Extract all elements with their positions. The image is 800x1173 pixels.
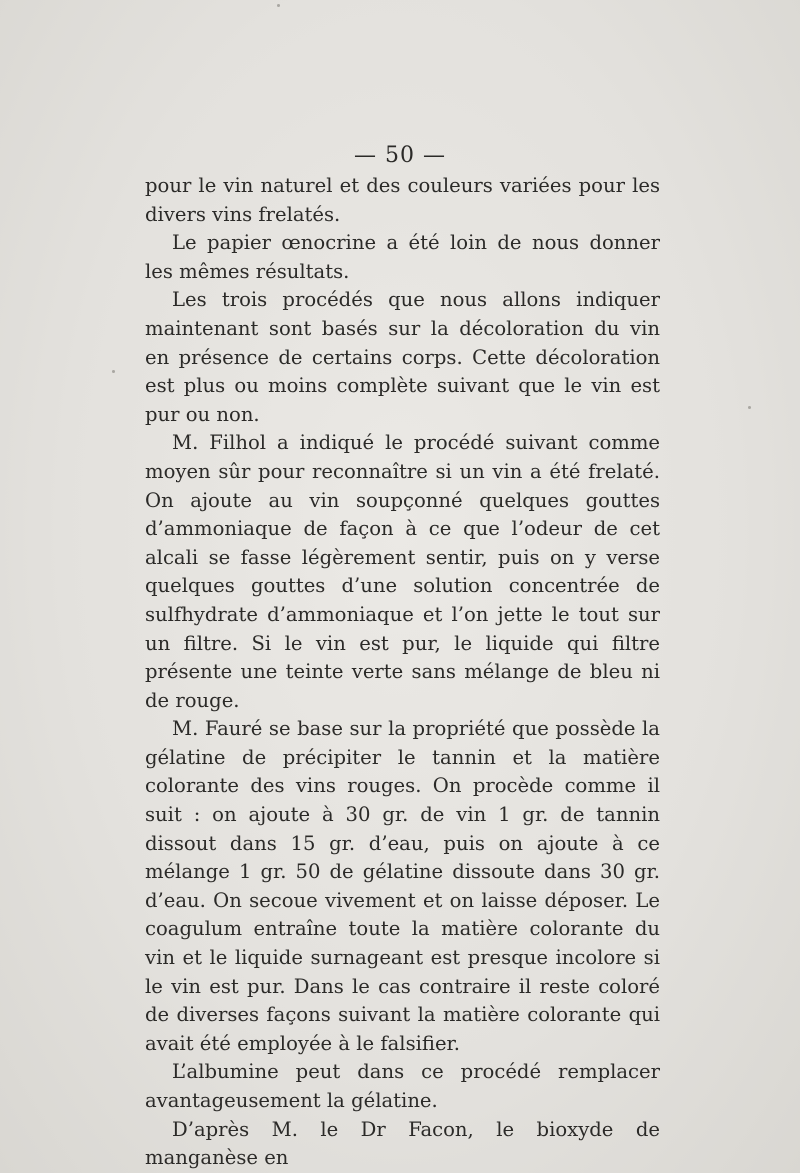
page-speck [748,406,751,409]
paragraph: pour le vin naturel et des couleurs variées pour les divers vins frelatés. [145,174,660,226]
paragraph: M. Filhol a indiqué le procédé suivant comme moyen sûr pour reconnaître si un vin a été frelaté. On ajoute au vin soupçonné quelques gouttes d’ammoniaque de façon à ce que l’odeur de cet alcali se fasse légèrement sentir, puis on y verse quelques gouttes d’une solution concentrée de sulfhydrate d’ammoniaque et l’on jette le tout sur un filtre. Si le vin est pur, le liquide qui filtre présente une teinte verte sans mélange de bleu ni de rouge. [145,431,660,712]
body-text [145,172,660,1173]
page-speck [112,370,115,373]
paragraph: L’albumine peut dans ce procédé remplacer avantageusement la gélatine. [145,1060,660,1112]
page-number: — 50 — [354,143,446,168]
paragraph: M. Fauré se base sur la propriété que possède la gélatine de précipiter le tannin et la matière colorante des vins rouges. On procède comme il suit : on ajoute à 30 gr. de vin 1 gr. de tannin dissout dans 15 gr. d’eau, puis on ajoute à ce mélange 1 gr. 50 de gélatine dissoute dans 30 gr. d’eau. On secoue vivement et on laisse déposer. Le coagulum entraîne toute la matière colorante du vin et le liquide surnageant est presque incolore si le vin est pur. Dans le cas contraire il reste coloré de diverses façons suivant la matière colorante qui avait été employée à le falsifier. [145,717,660,1055]
page-speck [277,4,280,7]
paragraph: Les trois procédés que nous allons indiquer maintenant sont basés sur la décoloration du vin en présence de certains corps. Cette décoloration est plus ou moins complète suivant que le vin est pur ou non. [145,288,660,426]
paragraph: Le papier œnocrine a été loin de nous donner les mêmes résultats. [145,231,660,283]
paragraph: D’après M. le Dr Facon, le bioxyde de manganèse en [145,1117,660,1170]
